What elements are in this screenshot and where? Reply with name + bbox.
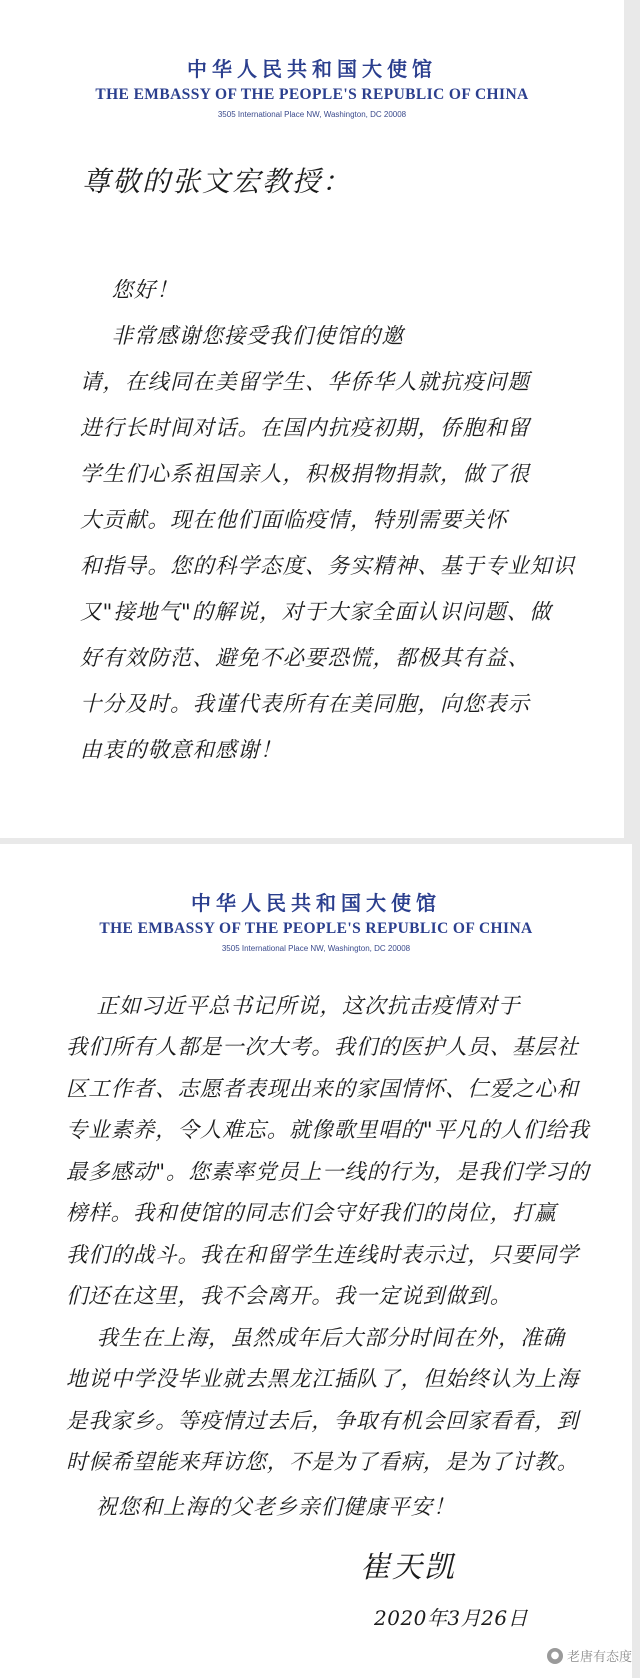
letterhead-chinese-name: 中华人民共和国大使馆 (191, 891, 441, 915)
letterhead (0, 0, 624, 122)
letterhead-english-name: THE EMBASSY OF THE PEOPLE'S REPUBLIC OF CHINA (99, 920, 533, 937)
handwritten-line: 时候希望能来拜访您，不是为了看病，是为了讨教。 (66, 1450, 579, 1475)
handwritten-line: 又"接地气"的解说，对于大家全面认识问题、做 (80, 600, 552, 625)
handwritten-line: 们还在这里，我不会离开。我一定说到做到。 (66, 1284, 513, 1309)
wechat-icon: ● (547, 1648, 563, 1664)
handwritten-line: 十分及时。我谨代表所有在美同胞，向您表示 (80, 692, 531, 717)
page2-body (66, 944, 590, 1525)
letterhead-english-name: THE EMBASSY OF THE PEOPLE'S REPUBLIC OF CHINA (95, 86, 529, 103)
handwritten-line: 非常感谢您接受我们使馆的邀 (80, 324, 404, 349)
handwritten-line: 是我家乡。等疫情过去后，争取有机会回家看看，到 (66, 1408, 579, 1434)
handwritten-line: 学生们心系祖国亲人，积极捐物捐款，做了很 (80, 462, 531, 487)
handwritten-line: 请，在线同在美留学生、华侨华人就抗疫问题 (80, 370, 531, 395)
handwritten-line: 大贡献。现在他们面临疫情，特别需要关怀 (80, 508, 508, 533)
handwritten-line: 地说中学没毕业就去黑龙江插队了，但始终认为上海 (66, 1367, 579, 1392)
handwritten-line: 区工作者、志愿者表现出来的家国情怀、仁爱之心和 (66, 1076, 579, 1102)
signature: 崔天凯 (360, 1550, 456, 1585)
handwritten-line: 最多感动"。您素率党员上一线的行为，是我们学习的 (66, 1159, 590, 1185)
watermark-text: 老唐有态度 (566, 1650, 632, 1665)
handwritten-line: 由衷的敬意和感谢！ (80, 738, 283, 763)
letter-date: 2020年3月26日 (374, 1606, 529, 1630)
letterhead-address: 3505 International Place NW, Washington, DC 20008 (217, 110, 407, 119)
handwritten-line: 我们所有人都是一次大考。我们的医护人员、基层社 (66, 1035, 579, 1060)
page1-body (80, 222, 575, 820)
handwritten-line: 和指导。您的科学态度、务实精神、基于专业知识 (80, 554, 576, 579)
handwritten-line: 我们的战斗。我在和留学生连线时表示过，只要同学 (66, 1242, 579, 1268)
handwritten-line: 进行长时间对话。在国内抗疫初期，侨胞和留 (80, 416, 531, 441)
watermark (547, 1646, 632, 1665)
handwritten-line: 专业素养，令人难忘。就像歌里唱的"平凡的人们给我 (66, 1118, 590, 1143)
handwritten-line: 好有效防范、避免不必要恐慌，都极其有益、 (80, 646, 531, 671)
letterhead-address: 3505 International Place NW, Washington, DC 20008 (221, 944, 411, 953)
salutation: 尊敬的张文宏教授： (82, 165, 353, 198)
handwritten-line: 您好！ (80, 278, 179, 303)
letterhead (0, 844, 632, 956)
handwritten-line: 我生在上海，虽然成年后大部分时间在外，准确 (66, 1325, 565, 1351)
handwritten-line: 正如习近平总书记所说，这次抗击疫情对于 (66, 993, 521, 1019)
letterhead-chinese-name: 中华人民共和国大使馆 (187, 57, 437, 81)
handwritten-line: 榜样。我和使馆的同志们会守好我们的岗位，打赢 (66, 1201, 557, 1226)
closing-line: 祝您和上海的父老乡亲们健康平安！ (80, 1495, 456, 1520)
